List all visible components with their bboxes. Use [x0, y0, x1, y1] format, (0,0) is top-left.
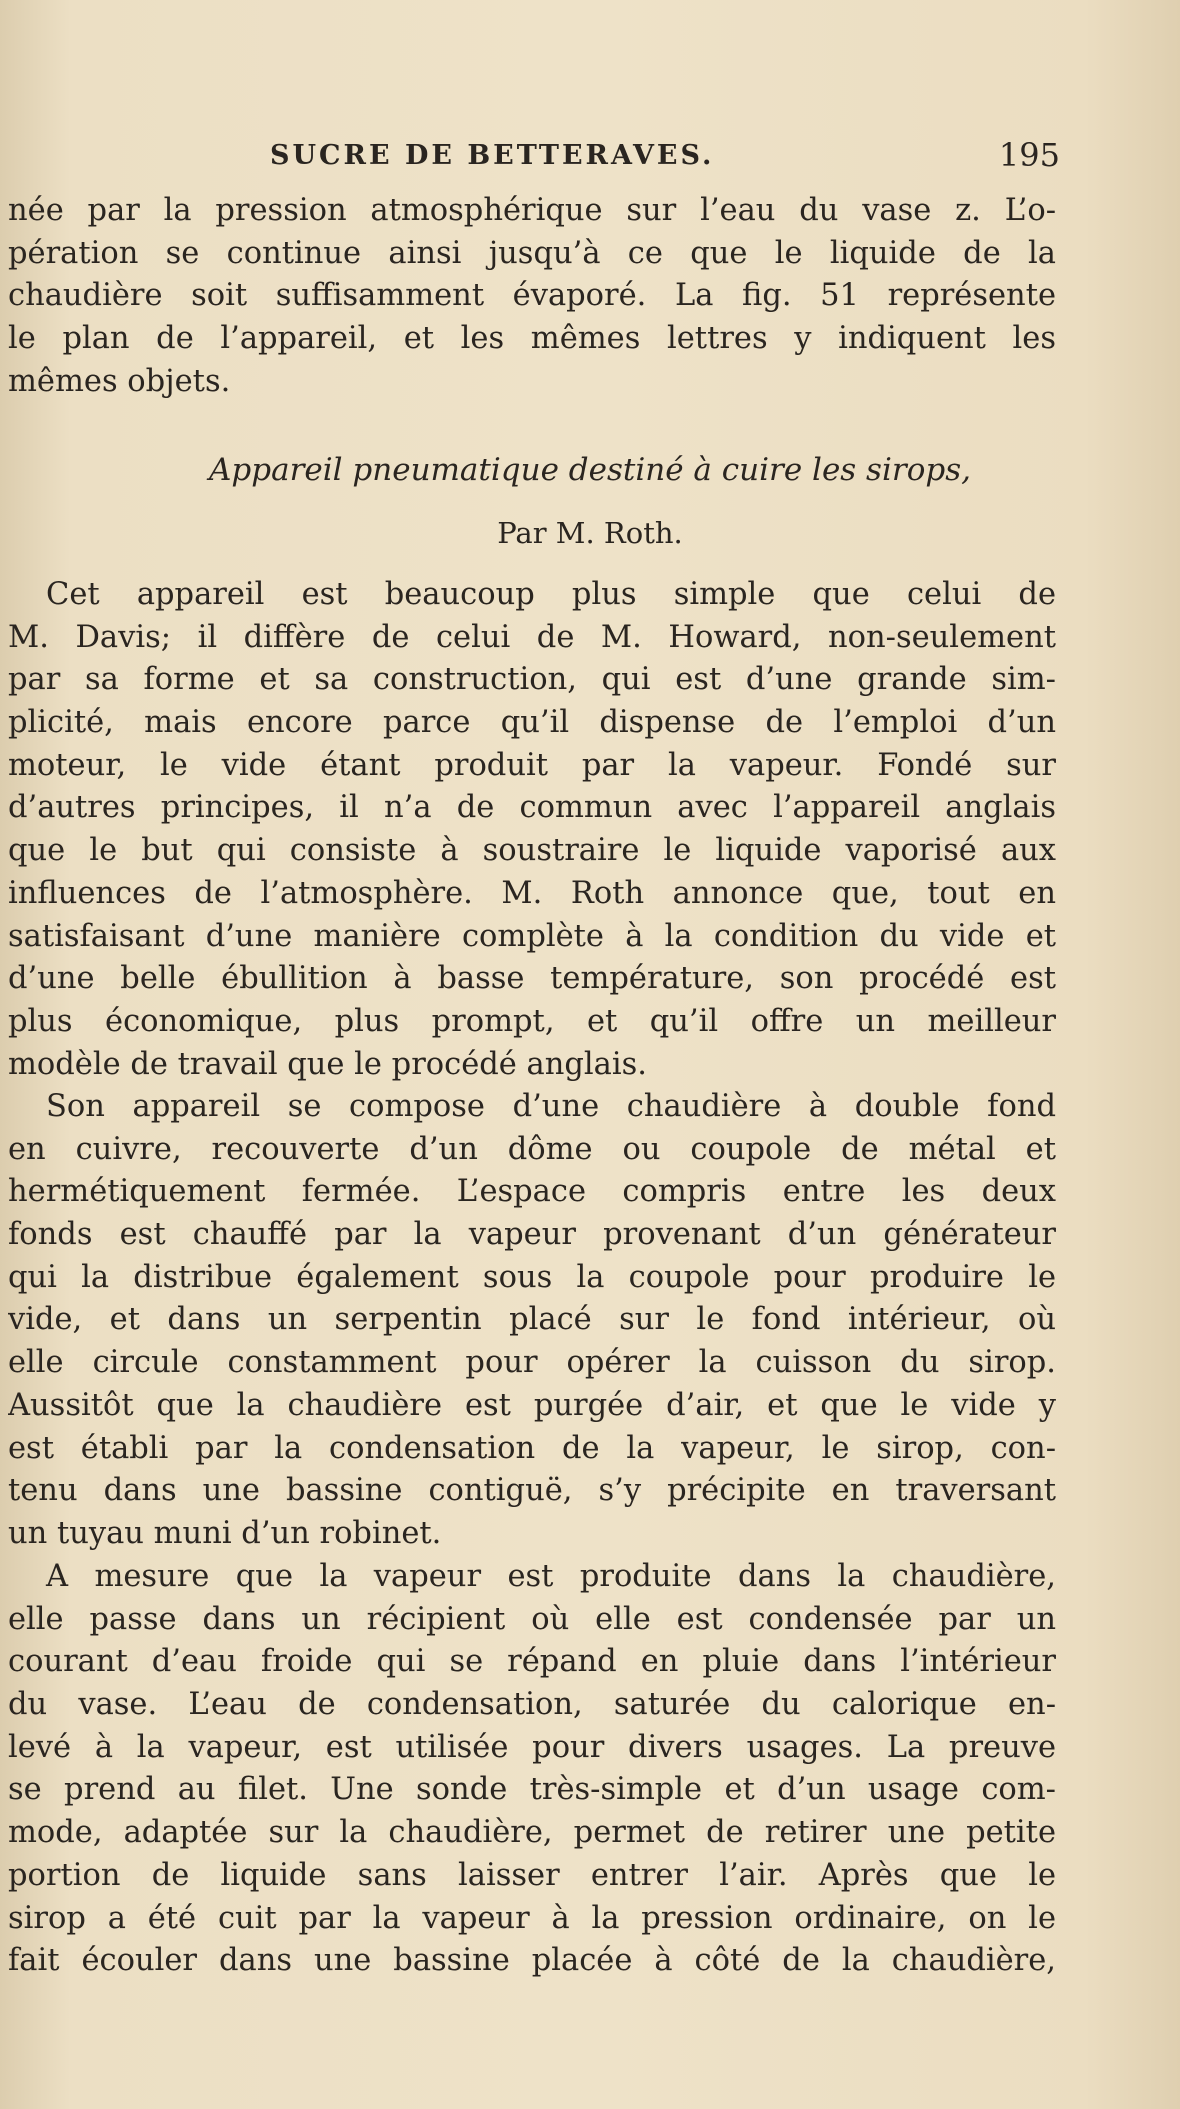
text-line: plus économique, plus prompt, et qu’il offre un meilleur: [8, 1003, 1056, 1039]
paragraph-2: [8, 1086, 1056, 1556]
text-line: Aussitôt que la chaudière est purgée d’air, et que le vide y: [8, 1387, 1056, 1423]
text-line: en cuivre, recouverte d’un dôme ou coupole de métal et: [8, 1131, 1056, 1167]
intro-paragraph: [8, 190, 1056, 403]
text-line: levé à la vapeur, est utilisée pour divers usages. La preuve: [8, 1729, 1056, 1765]
paragraph-3: [8, 1556, 1056, 1983]
text-line: modèle de travail que le procédé anglais.: [8, 1046, 647, 1082]
text-line: A mesure que la vapeur est produite dans la chaudière,: [46, 1559, 1056, 1594]
text-line: mêmes objets.: [8, 363, 231, 399]
text-line: se prend au filet. Une sonde très-simple et d’un usage com-: [8, 1772, 1056, 1808]
text-line: elle circule constamment pour opérer la cuisson du sirop.: [8, 1345, 1056, 1381]
section-author: Par M. Roth.: [497, 516, 683, 550]
text-line: moteur, le vide étant produit par la vapeur. Fondé sur: [8, 747, 1056, 783]
text-line: pération se continue ainsi jusqu’à ce que le liquide de la: [8, 235, 1056, 271]
text-line: qui la distribue également sous la coupole pour produire le: [8, 1259, 1056, 1295]
text-line: d’autres principes, il n’a de commun avec l’appareil anglais: [8, 790, 1056, 826]
text-line: chaudière soit suffisamment évaporé. La fig. 51 représente: [8, 278, 1056, 314]
text-line: Son appareil se compose d’une chaudière à double fond: [46, 1089, 1056, 1124]
section-title: Appareil pneumatique destiné à cuire les sirops,: [209, 452, 971, 488]
text-line: fonds est chauffé par la vapeur provenant d’un générateur: [8, 1217, 1056, 1253]
text-line: Cet appareil est beaucoup plus simple que celui de: [46, 577, 1056, 612]
text-line: le plan de l’appareil, et les mêmes lettres y indiquent les: [8, 321, 1056, 357]
text-line: que le but qui consiste à soustraire le liquide vaporisé aux: [8, 833, 1056, 869]
text-line: portion de liquide sans laisser entrer l’air. Après que le: [8, 1857, 1056, 1893]
text-line: plicité, mais encore parce qu’il dispense de l’emploi d’un: [8, 705, 1056, 741]
text-line: tenu dans une bassine contiguë, s’y précipite en traversant: [8, 1473, 1056, 1509]
page-number: 195: [998, 136, 1060, 174]
text-line: sirop a été cuit par la vapeur à la pression ordinaire, on le: [8, 1900, 1056, 1936]
text-line: satisfaisant d’une manière complète à la condition du vide et: [8, 918, 1056, 954]
text-line: par sa forme et sa construction, qui est d’une grande sim-: [8, 662, 1056, 698]
paragraph-1: [8, 574, 1056, 1086]
text-line: née par la pression atmosphérique sur l’eau du vase z. L’o-: [8, 193, 1056, 228]
text-line: du vase. L’eau de condensation, saturée du calorique en-: [8, 1687, 1056, 1723]
text-line: vide, et dans un serpentin placé sur le fond intérieur, où: [8, 1302, 1056, 1338]
running-title: SUCRE DE BETTERAVES.: [270, 140, 715, 171]
text-line: hermétiquement fermée. L’espace compris entre les deux: [8, 1174, 1056, 1210]
text-line: courant d’eau froide qui se répand en pluie dans l’intérieur: [8, 1644, 1056, 1680]
text-line: d’une belle ébullition à basse température, son procédé est: [8, 961, 1056, 997]
text-line: mode, adaptée sur la chaudière, permet de retirer une petite: [8, 1815, 1056, 1851]
text-line: elle passe dans un récipient où elle est condensée par un: [8, 1601, 1056, 1637]
text-line: fait écouler dans une bassine placée à côté de la chaudière,: [8, 1943, 1056, 1979]
page-header: [0, 136, 1060, 180]
text-line: M. Davis; il diffère de celui de M. Howard, non-seulement: [8, 619, 1056, 655]
text-line: est établi par la condensation de la vapeur, le sirop, con-: [8, 1430, 1056, 1466]
text-line: influences de l’atmosphère. M. Roth annonce que, tout en: [8, 875, 1056, 911]
text-line: un tuyau muni d’un robinet.: [8, 1515, 442, 1551]
